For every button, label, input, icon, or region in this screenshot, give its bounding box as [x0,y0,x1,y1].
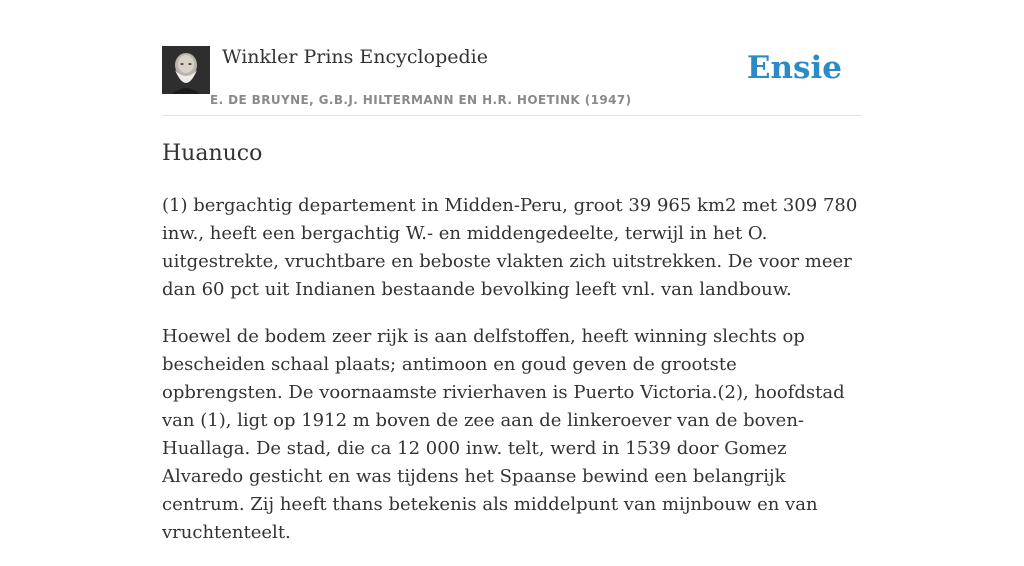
entry-title: Huanuco [162,141,263,166]
entry-body [162,192,862,566]
author-portrait-avatar[interactable] [162,46,210,94]
source-title[interactable]: Winkler Prins Encyclopedie [222,46,488,68]
source-authors: E. DE BRUYNE, G.B.J. HILTERMANN EN H.R. HOETINK (1947) [210,93,632,107]
source-header [162,0,862,116]
entry-paragraph: Hoewel de bodem zeer rijk is aan delfstoffen, heeft winning slechts op bescheiden schaal plaats; antimoon en goud geven de grootste opbrengsten. De voornaamste rivierhaven is Puerto Victoria.(2), hoofdstad van (1), ligt op 1912 m boven de zee aan de linkeroever van de boven-Huallaga. De stad, die ca 12 000 inw. telt, werd in 1539 door Gomez Alvaredo gesticht en was tijdens het Spaanse bewind een belangrijk centrum. Zij heeft thans betekenis als middelpunt van mijnbouw en van vruchtenteelt. [162,326,845,543]
ensie-logo-link[interactable]: Ensie [746,50,842,86]
portrait-icon [162,46,210,94]
entry-paragraph: (1) bergachtig departement in Midden-Peru, groot 39 965 km2 met 309 780 inw., heeft een bergachtig W.- en middengedeelte, terwijl in het O. uitgestrekte, vruchtbare en beboste vlakten zich uitstrekken. De voor meer dan 60 pct uit Indianen bestaande bevolking leeft vnl. van landbouw. [162,195,858,300]
page [162,0,862,543]
